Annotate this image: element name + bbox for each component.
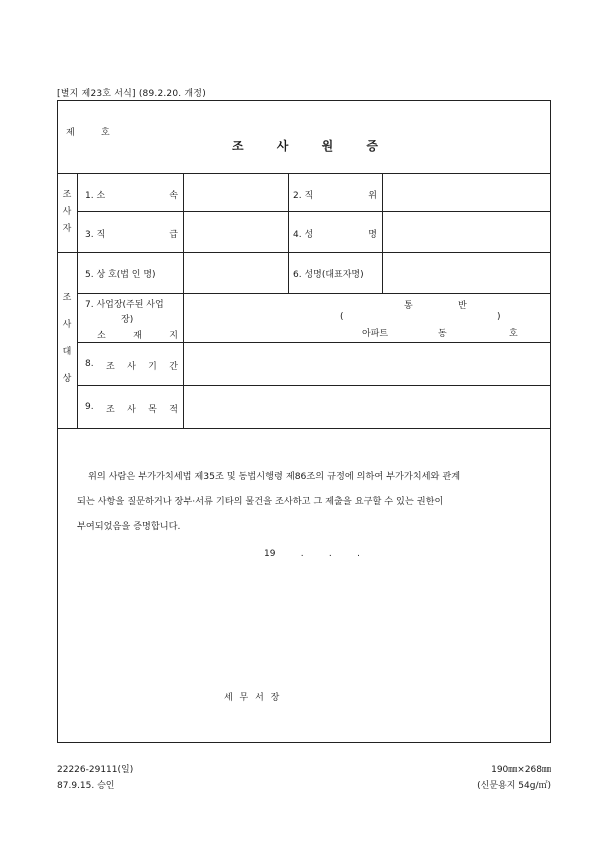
label-part: 1. 소 [85,191,106,201]
label-part: 속 [169,191,178,201]
title-char: 원 [321,139,334,153]
apartment-label: 아파트 [362,329,389,339]
divider [77,211,551,212]
date-part: . [300,549,304,559]
label-part: 조 [105,362,115,372]
purpose-label [85,402,178,415]
label-part: 사 [127,405,136,415]
divider [57,173,551,174]
number-suffix: 호 [101,128,110,138]
issue-date [264,549,360,559]
address-label-line2: 장) [121,315,134,325]
label-part: 4. 성 [293,230,314,240]
address-label-line3 [97,328,178,341]
position-label [293,188,377,201]
address-tong: 통 [404,301,413,311]
label-part: 위 [368,191,377,201]
representative-label: 6. 성명(대표자명) [293,270,364,280]
label-part: 8. [85,359,94,369]
label-part: 재 [133,331,142,341]
rank-label [85,227,178,240]
label-part: 지 [169,331,178,341]
affiliation-label [85,188,178,201]
form-label: [별지 제23호 서식] (89.2.20. 개정) [57,89,206,99]
statement-line: 위의 사람은 부가가치세법 제35조 및 동법시행령 제86조의 규정에 의하여 부가가치세와 관계 [88,471,461,482]
label-part: 기 [148,362,157,372]
label-part: 목 [148,405,157,415]
divider [77,385,551,386]
group-char: 상 [62,374,72,384]
subject-group-label [60,285,74,393]
title-char: 사 [276,139,289,153]
label-part: 2. 직 [293,191,314,201]
divider [288,173,289,293]
name-label [293,227,377,240]
group-char: 대 [62,347,72,357]
statement-line: 되는 사항을 질문하거나 장부·서류 기타의 물건을 조사하고 그 제출을 요구할 수 있는 권한이 [77,496,444,507]
label-part: 조 [105,405,115,415]
paper-type: (신문용지 54g/㎡) [477,781,551,791]
ho-label: 호 [509,329,518,339]
label-part: 사 [127,362,136,372]
issuer-label: 세 무 서 장 [224,693,282,703]
paren-open: ( [340,312,344,322]
group-char: 사 [62,320,72,330]
label-part: 적 [169,405,178,415]
label-part: 급 [169,230,178,240]
address-label-line1: 7. 사업장(주된 사업 [85,300,164,310]
divider [382,173,383,293]
investigator-group-label [60,187,74,238]
title-char: 증 [366,139,378,153]
document-title [232,137,378,154]
group-char: 자 [62,224,72,234]
address-ban: 반 [458,301,467,311]
paper-size: 190㎜×268㎜ [491,765,551,775]
group-char: 사 [62,207,72,217]
number-label: 제 [66,128,75,138]
group-char: 조 [62,293,72,303]
divider [77,173,78,428]
label-part: 간 [169,362,178,372]
period-label [85,359,178,372]
approval-date: 87.9.15. 승인 [57,781,115,791]
date-part: . [328,549,332,559]
date-part: . [357,549,360,559]
divider [57,428,551,429]
title-char: 조 [232,139,244,153]
divider [77,342,551,343]
group-char: 조 [62,190,72,200]
label-part: 9. [85,402,94,412]
divider [77,293,551,294]
date-part: 19 [264,549,276,559]
dong-label: 동 [438,329,447,339]
label-part: 3. 직 [85,230,106,240]
label-part: 소 [97,331,106,341]
form-code: 22226-29111(일) [57,765,134,775]
paren-close: ) [497,312,501,322]
divider [183,173,184,428]
statement-line: 부여되었음을 증명합니다. [77,521,181,532]
label-part: 명 [368,230,377,240]
divider [57,252,551,253]
trade-name-label: 5. 상 호(법 인 명) [85,270,156,280]
